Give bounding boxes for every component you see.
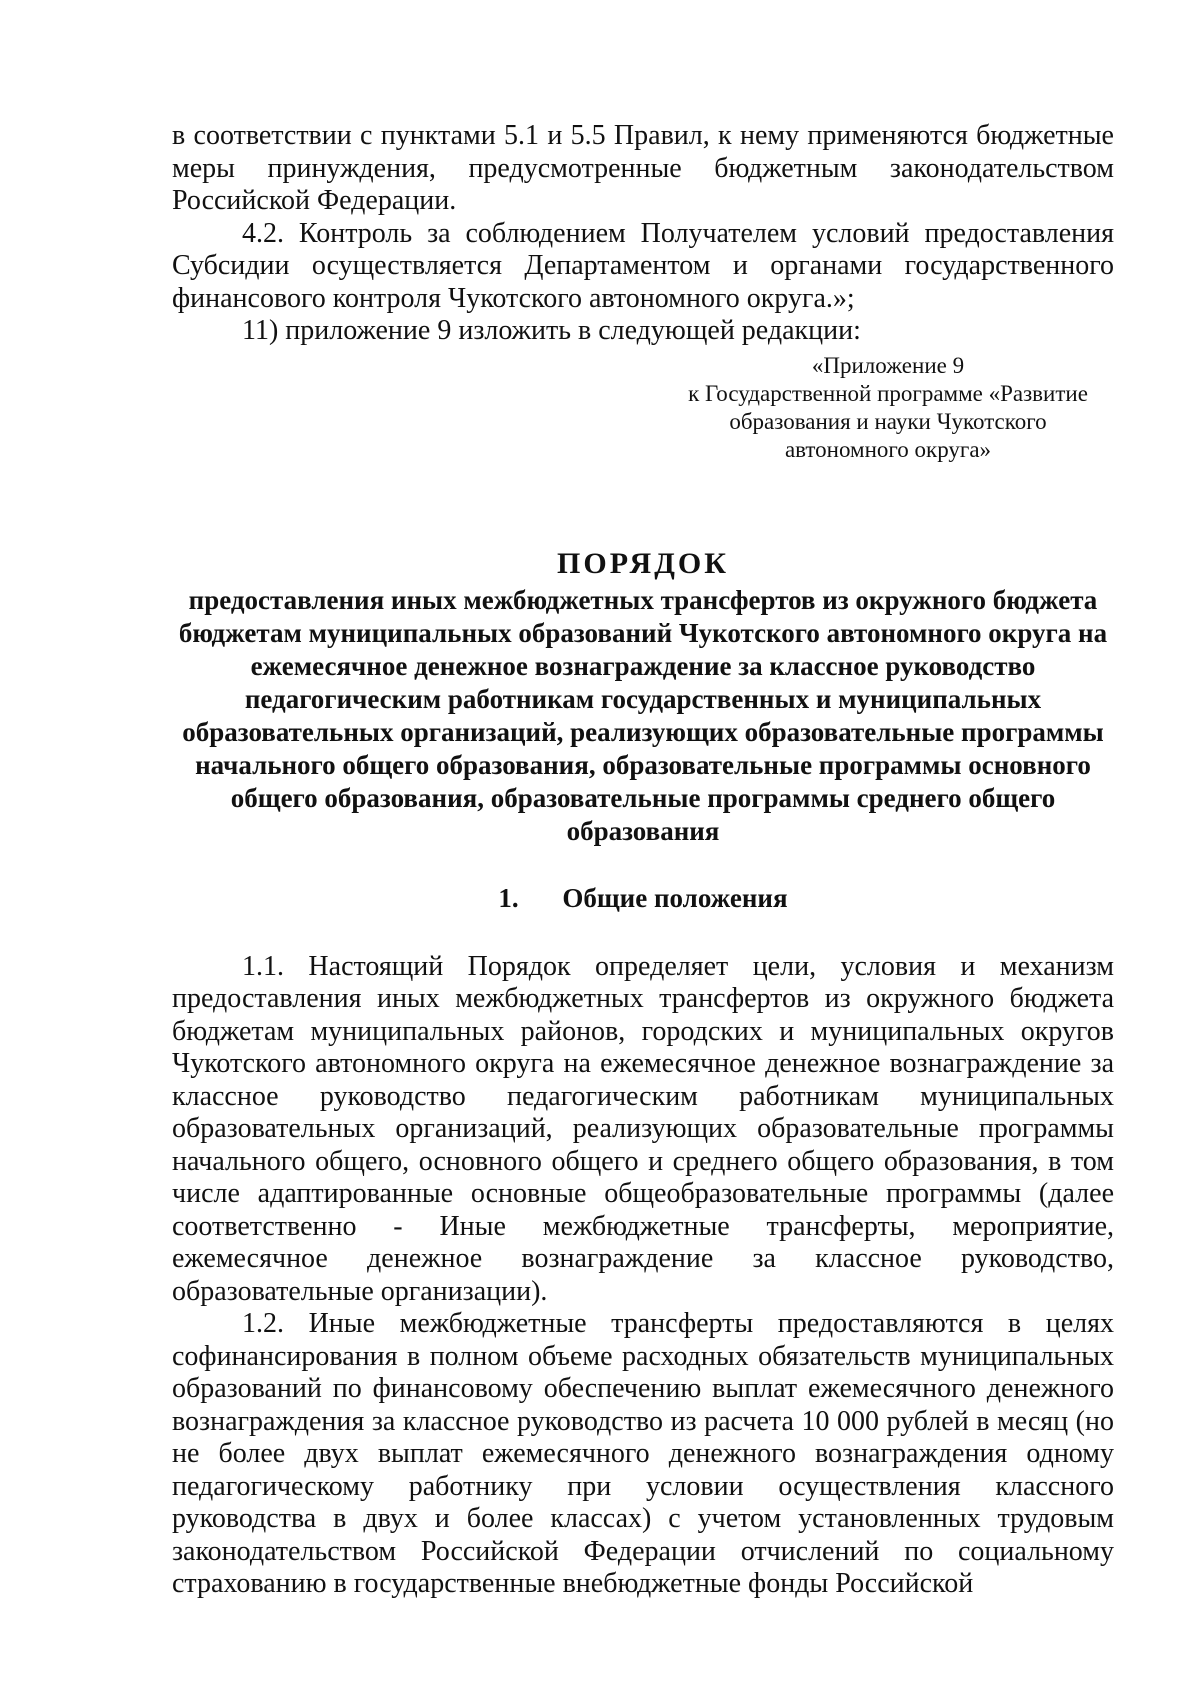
document-title: ПОРЯДОК xyxy=(557,546,729,580)
section-title: Общие положения xyxy=(562,882,788,913)
section-heading xyxy=(172,882,1114,915)
intro-paragraph-2: 4.2. Контроль за соблюдением Получателем условий предоставления Субсидии осуществляется Департаментом и органами государственного финансового контроля Чукотского автономного округа.»; xyxy=(172,217,1114,314)
section-number: 1. xyxy=(498,882,519,913)
paragraph-1-2: 1.2. Иные межбюджетные трансферты предоставляются в целях софинансирования в полном объеме расходных обязательств муниципальных образований по финансовому обеспечению выплат ежемесячного денежного вознаграждения за классное руководство из расчета 10 000 рублей в месяц (но не более двух выплат ежемесячного денежного вознаграждения одному педагогическому работнику при условии осуществления классного руководства в двух и более классах) с учетом установленных трудовым законодательством Российской Федерации отчислений по социальному страхованию в государственные внебюджетные фонды Российской xyxy=(172,1308,1114,1599)
appendix-line-4: автономного округа» xyxy=(784,436,992,462)
appendix-line-3: образования и науки Чукотского xyxy=(729,408,1047,434)
intro-paragraph-3: 11) приложение 9 изложить в следующей редакции: xyxy=(242,315,861,346)
paragraph-1-1: 1.1. Настоящий Порядок определяет цели, условия и механизм предоставления иных межбюджетных трансфертов из окружного бюджета бюджетам муниципальных районов, городских и муниципальных округов Чукотского автономного округа на ежемесячное денежное вознаграждение за классное руководство педагогическим работникам муниципальных образовательных организаций, реализующих образовательные программы начального общего, основного общего и среднего общего образования, в том числе адаптированные основные общеобразовательные программы (далее соответственно - Иные межбюджетные трансферты, мероприятие, ежемесячное денежное вознаграждение за классное руководство, образовательные организации). xyxy=(172,950,1114,1307)
appendix-line-1: «Приложение 9 xyxy=(811,352,965,378)
appendix-line-2: к Государственной программе «Развитие xyxy=(688,380,1088,406)
intro-paragraph-1: в соответствии с пунктами 5.1 и 5.5 Правил, к нему применяются бюджетные меры принуждения, предусмотренные бюджетным законодательством Российской Федерации. xyxy=(172,120,1114,216)
appendix-note xyxy=(172,352,1114,464)
document-subtitle: предоставления иных межбюджетных трансфертов из окружного бюджета бюджетам муниципальных образований Чукотского автономного округа на ежемесячное денежное вознаграждение за классное руководство педагогическим работникам государственных и муниципальных образовательных организаций, реализующих образовательные программы начального общего образования, образовательные программы основного общего образования, образовательные программы среднего общего образования xyxy=(178,584,1108,846)
